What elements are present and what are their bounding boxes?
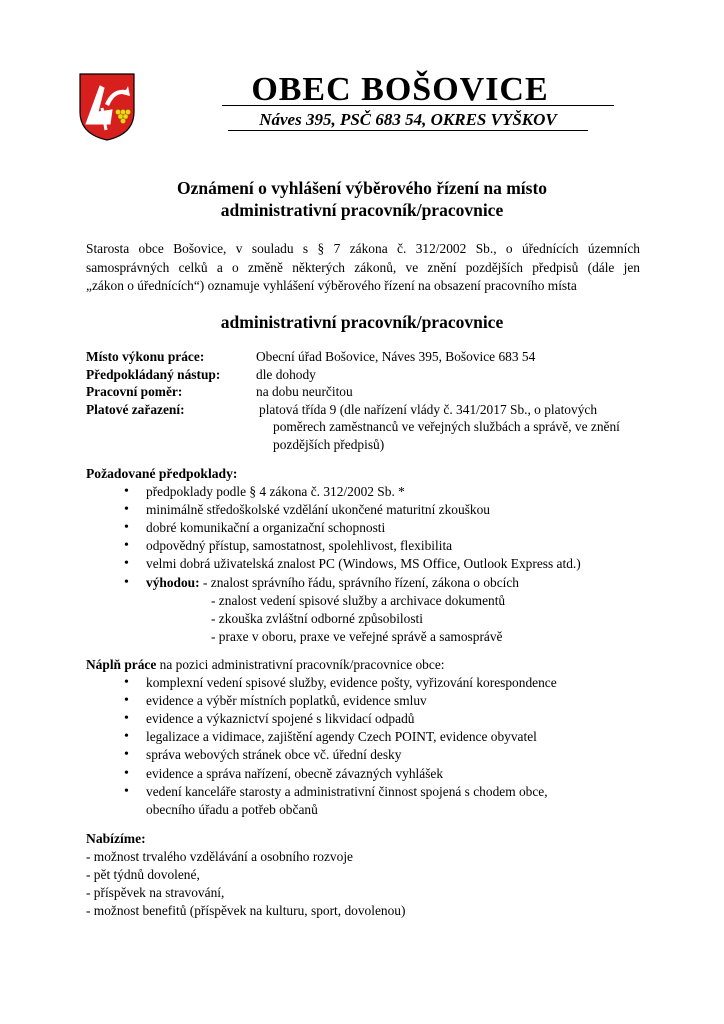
list-item: • legalizace a vidimace, zajištění agendy Czech POINT, evidence obyvatel: [86, 728, 646, 746]
salary-line: poměrech zaměstnanců ve veřejných službách a správě, ve znění: [273, 419, 620, 435]
advantage-line: - praxe v oboru, praxe ve veřejné správě a samosprávě: [211, 629, 503, 645]
intro-line: samosprávných celků a o změně některých zákonů, ve znění pozdějších předpisů (dále jen: [86, 259, 640, 275]
intro-line: „zákon o úřednících“) oznamuje vyhlášení výběrového řízení na obsazení pracovního místa: [86, 278, 577, 293]
detail-value: na dobu neurčitou: [256, 384, 353, 400]
duties-heading-bold: Náplň práce: [86, 657, 157, 672]
list-item: • evidence a výběr místních poplatků, evidence smluv: [86, 692, 646, 710]
detail-row-place: [86, 348, 646, 366]
salary-line: pozdějších předpisů): [273, 436, 385, 452]
detail-value: [256, 401, 646, 454]
document-title-line-2: administrativní pracovník/pracovnice: [220, 200, 504, 220]
advantage-line: - zkouška zvláštní odborné způsobilosti: [211, 611, 423, 627]
requirements-list: [86, 483, 646, 592]
list-item: • evidence a správa nařízení, obecně závazných vyhlášek: [86, 765, 646, 783]
requirements-heading: Požadované předpoklady:: [86, 466, 238, 481]
position-title: administrativní pracovník/pracovnice: [220, 312, 504, 332]
offer-item: - možnost benefitů (příspěvek na kulturu, sport, dovolenou): [86, 903, 406, 919]
offer-heading: Nabízíme:: [86, 831, 146, 846]
salary-line: platová třída 9 (dle nařízení vlády č. 341/2017 Sb., o platových: [259, 401, 598, 417]
intro-line: Starosta obce Bošovice, v souladu s § 7 zákona č. 312/2002 Sb., o úřednících územních: [86, 241, 640, 256]
document-title: [84, 177, 640, 221]
offer-section: [86, 830, 646, 920]
detail-label: Předpokládaný nástup:: [86, 366, 221, 382]
detail-label: Pracovní poměr:: [86, 384, 183, 400]
position-details: [86, 348, 646, 454]
offer-item: - možnost trvalého vzdělávání a osobního rozvoje: [86, 848, 353, 864]
duties-list: [86, 674, 646, 801]
list-item: • komplexní vedení spisové služby, evidence pošty, vyřizování korespondence: [86, 674, 646, 692]
duties-heading-rest: na pozici administrativní pracovník/pracovnice obce:: [156, 657, 445, 672]
list-item-continuation: obecního úřadu a potřeb občanů: [146, 802, 318, 818]
advantage-text: - znalost správního řádu, správního řízení, zákona o obcích: [199, 574, 520, 590]
detail-row-start: [86, 366, 646, 384]
offer-item: - pět týdnů dovolené,: [86, 866, 200, 882]
list-item: • odpovědný přístup, samostatnost, spolehlivost, flexibilita: [86, 537, 646, 555]
detail-value: dle dohody: [256, 366, 316, 382]
detail-label: Místo výkonu práce:: [86, 349, 205, 364]
duties-heading: [86, 656, 646, 674]
header-divider: [222, 105, 614, 106]
municipal-crest-icon: [78, 72, 136, 142]
municipality-address: Náves 395, PSČ 683 54, OKRES VYŠKOV: [259, 110, 557, 129]
document-title-line-1: Oznámení o vyhlášení výběrového řízení na místo: [176, 178, 548, 198]
list-item: • vedení kanceláře starosty a administrativní činnost spojená s chodem obce,: [86, 783, 646, 801]
detail-row-relation: [86, 383, 646, 401]
list-item: • evidence a výkaznictví spojené s likvidací odpadů: [86, 710, 646, 728]
advantage-line: - znalost vedení spisové služby a archivace dokumentů: [211, 592, 506, 608]
requirements-section: [86, 465, 646, 646]
duties-section: [86, 656, 646, 819]
address-underline: [228, 130, 588, 131]
intro-paragraph: [86, 240, 640, 296]
list-item: • správa webových stránek obce vč. úřední desky: [86, 746, 646, 764]
list-item-advantage: [86, 574, 646, 592]
detail-label: Platové zařazení:: [86, 401, 185, 417]
list-item: • minimálně středoškolské vzdělání ukončené maturitní zkouškou: [86, 501, 646, 519]
detail-row-salary: [86, 401, 646, 454]
list-item: • dobré komunikační a organizační schopnosti: [86, 519, 646, 537]
detail-value: Obecní úřad Bošovice, Náves 395, Bošovice 683 54: [256, 349, 536, 364]
municipality-name: OBEC BOŠOVICE: [251, 71, 549, 108]
advantage-label: výhodou:: [146, 574, 200, 590]
list-item: • velmi dobrá uživatelská znalost PC (Windows, MS Office, Outlook Express atd.): [86, 555, 646, 573]
list-item: • předpoklady podle § 4 zákona č. 312/2002 Sb. *: [86, 483, 646, 501]
offer-item: - příspěvek na stravování,: [86, 885, 225, 900]
